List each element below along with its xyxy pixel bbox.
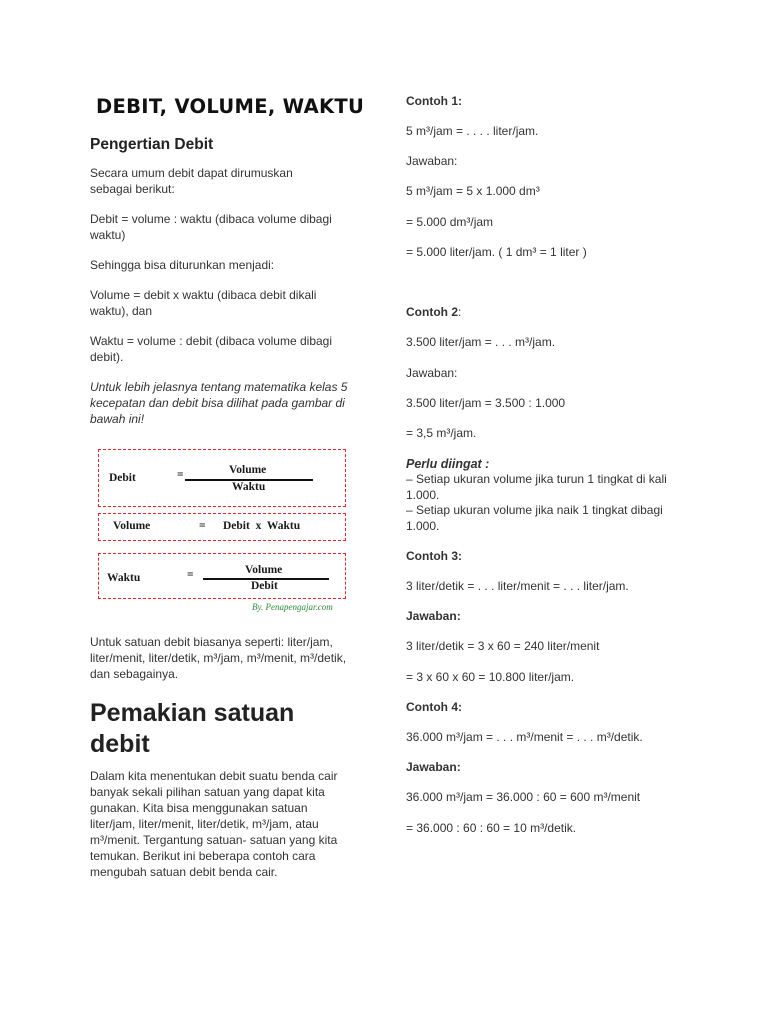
- formula-equals: =: [177, 469, 184, 481]
- example-4-question: 36.000 m³/jam = . . . m³/menit = . . . m³/detik.: [406, 730, 643, 744]
- paragraph-derived: Sehingga bisa diturunkan menjadi:: [90, 258, 275, 272]
- example-4-title: Contoh 4:: [406, 700, 462, 714]
- paragraph-intro: Secara umum debit dapat dirumuskan sebagai berikut:: [90, 166, 293, 196]
- example-1-question: 5 m³/jam = . . . . liter/jam.: [406, 124, 539, 138]
- example-4-answer-label: Jawaban:: [406, 760, 461, 774]
- note-item-1: – Setiap ukuran volume jika turun 1 tingkat di kali 1.000.: [406, 472, 667, 502]
- paragraph-waktu-formula: Waktu = volume : debit (dibaca volume dibagi debit).: [90, 334, 333, 364]
- formula-box-waktu: [98, 553, 346, 599]
- example-3-step-2: = 3 x 60 x 60 = 10.800 liter/jam.: [406, 670, 575, 684]
- paragraph-pemakian: Dalam kita menentukan debit suatu benda cair banyak sekali pilihan satuan yang dapat kita gunakan. Kita bisa menggunakan satuan liter/jam, liter/menit, liter/detik, m³/jam, atau m³/menit. Tergantung satuan- satuan yang kita temukan. Berikut ini beberapa contoh cara mengubah satuan debit benda cair.: [90, 769, 338, 879]
- example-3-step-1: 3 liter/detik = 3 x 60 = 240 liter/menit: [406, 639, 600, 653]
- example-2-question: 3.500 liter/jam = . . . m³/jam.: [406, 335, 556, 349]
- section-heading-pemakian: Pemakian satuan debit: [90, 699, 295, 758]
- formula-figure: [96, 447, 348, 617]
- formula-equals: =: [199, 520, 206, 532]
- paragraph-italic-note: Untuk lebih jelasnya tentang matematika kelas 5 kecepatan dan debit bisa dilihat pada gambar di bawah ini!: [90, 380, 348, 426]
- formula-volume-rhs: Debit x Waktu: [223, 520, 301, 532]
- section-heading-pengertian: Pengertian Debit: [90, 136, 214, 153]
- formula-debit-label: Debit: [109, 472, 136, 484]
- example-3-question: 3 liter/detik = . . . liter/menit = . . . liter/jam.: [406, 579, 629, 593]
- formula-volume-label: Volume: [113, 520, 151, 532]
- formula-numerator: Volume: [229, 464, 267, 476]
- example-1-step-2: = 5.000 dm³/jam: [406, 215, 494, 229]
- note-item-2: – Setiap ukuran volume jika naik 1 tingkat dibagi 1.000.: [406, 503, 663, 533]
- paragraph-debit-formula: Debit = volume : waktu (dibaca volume dibagi waktu): [90, 212, 332, 242]
- formula-denominator: Waktu: [232, 481, 266, 493]
- formula-denominator: Debit: [251, 580, 278, 592]
- example-2-title-text: Contoh 2: [406, 305, 458, 319]
- example-4-step-2: = 36.000 : 60 : 60 = 10 m³/detik.: [406, 821, 577, 835]
- note-title: Perlu diingat :: [406, 457, 490, 471]
- example-1-title: Contoh 1:: [406, 94, 462, 108]
- example-1-step-3: = 5.000 liter/jam. ( 1 dm³ = 1 liter ): [406, 245, 587, 259]
- page-title: DEBIT, VOLUME, WAKTU: [96, 95, 365, 118]
- example-2-step-1: 3.500 liter/jam = 3.500 : 1.000: [406, 396, 566, 410]
- example-1-answer-label: Jawaban:: [406, 154, 458, 168]
- example-2-step-2: = 3,5 m³/jam.: [406, 426, 477, 440]
- example-1-step-1: 5 m³/jam = 5 x 1.000 dm³: [406, 184, 540, 198]
- example-3-answer-label: Jawaban:: [406, 609, 461, 623]
- example-3-title: Contoh 3:: [406, 549, 462, 563]
- example-4-step-1: 36.000 m³/jam = 36.000 : 60 = 600 m³/menit: [406, 790, 641, 804]
- formula-box-volume: [98, 513, 346, 541]
- paragraph-satuan: Untuk satuan debit biasanya seperti: liter/jam, liter/menit, liter/detik, m³/jam, m³/menit, m³/detik, dan sebagainya.: [90, 635, 347, 681]
- formula-equals: =: [187, 569, 194, 581]
- figure-credit: By. Penapengajar.com: [252, 602, 333, 612]
- example-2-title: [406, 304, 461, 320]
- example-2-title-colon: :: [458, 305, 462, 319]
- example-2-answer-label: Jawaban:: [406, 366, 458, 380]
- paragraph-volume-formula: Volume = debit x waktu (dibaca debit dikali waktu), dan: [90, 288, 317, 318]
- formula-numerator: Volume: [245, 564, 283, 576]
- formula-waktu-label: Waktu: [107, 572, 141, 584]
- formula-box-debit: [98, 449, 346, 507]
